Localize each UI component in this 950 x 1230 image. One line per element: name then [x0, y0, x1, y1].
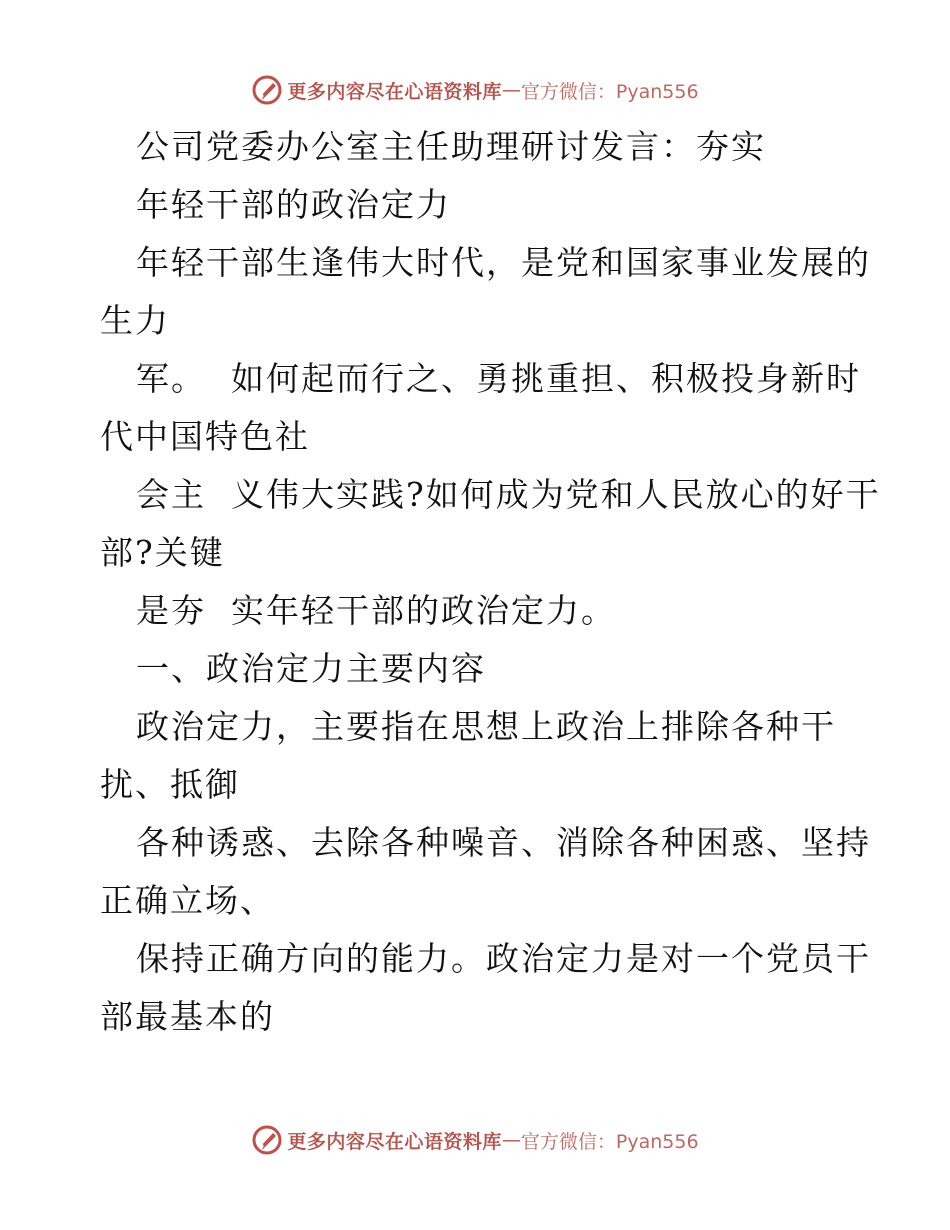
paragraph-line: 军。 如何起而行之、勇挑重担、积极投身新时: [136, 359, 861, 398]
paragraph-line: 年轻干部生逢伟大时代，是党和国家事业发展的: [136, 243, 871, 282]
paragraph-line: 会主 义伟大实践?如何成为党和人民放心的好干: [136, 475, 881, 514]
paragraph-line: 各种诱惑、去除各种噪音、消除各种困惑、坚持: [136, 823, 871, 862]
paragraph-line: 保持正确方向的能力。政治定力是对一个党员干: [136, 939, 871, 978]
pen-logo-icon: [251, 1124, 283, 1156]
document-body: [100, 118, 881, 1046]
paragraph-line: 是夯 实年轻干部的政治定力。: [136, 591, 616, 630]
footer-watermark: [0, 1120, 950, 1160]
watermark-wechat-text: 官方微信：Pyan556: [520, 1130, 699, 1153]
header-watermark: [0, 70, 950, 110]
paragraph-line: 部最基本的: [100, 997, 275, 1036]
pen-logo-icon: [251, 74, 283, 106]
watermark-site-text: 更多内容尽在心语资料库: [287, 1130, 502, 1153]
watermark-dash: —: [501, 1129, 521, 1151]
paragraph-line: 代中国特色社: [100, 417, 310, 456]
watermark-wechat-text: 官方微信：Pyan556: [520, 80, 699, 103]
paragraph-line: 政治定力，主要指在思想上政治上排除各种干: [136, 707, 836, 746]
paragraph-line: 正确立场、: [100, 881, 275, 920]
paragraph-line: 部?关键: [100, 533, 225, 572]
section-heading: 一、政治定力主要内容: [136, 649, 486, 688]
watermark-dash: —: [501, 79, 521, 101]
title-line-2: 年轻干部的政治定力: [136, 185, 451, 224]
paragraph-line: 生力: [100, 301, 170, 340]
watermark-site-text: 更多内容尽在心语资料库: [287, 80, 502, 103]
paragraph-line: 扰、抵御: [100, 765, 240, 804]
title-line-1: 公司党委办公室主任助理研讨发言：夯实: [136, 127, 766, 166]
